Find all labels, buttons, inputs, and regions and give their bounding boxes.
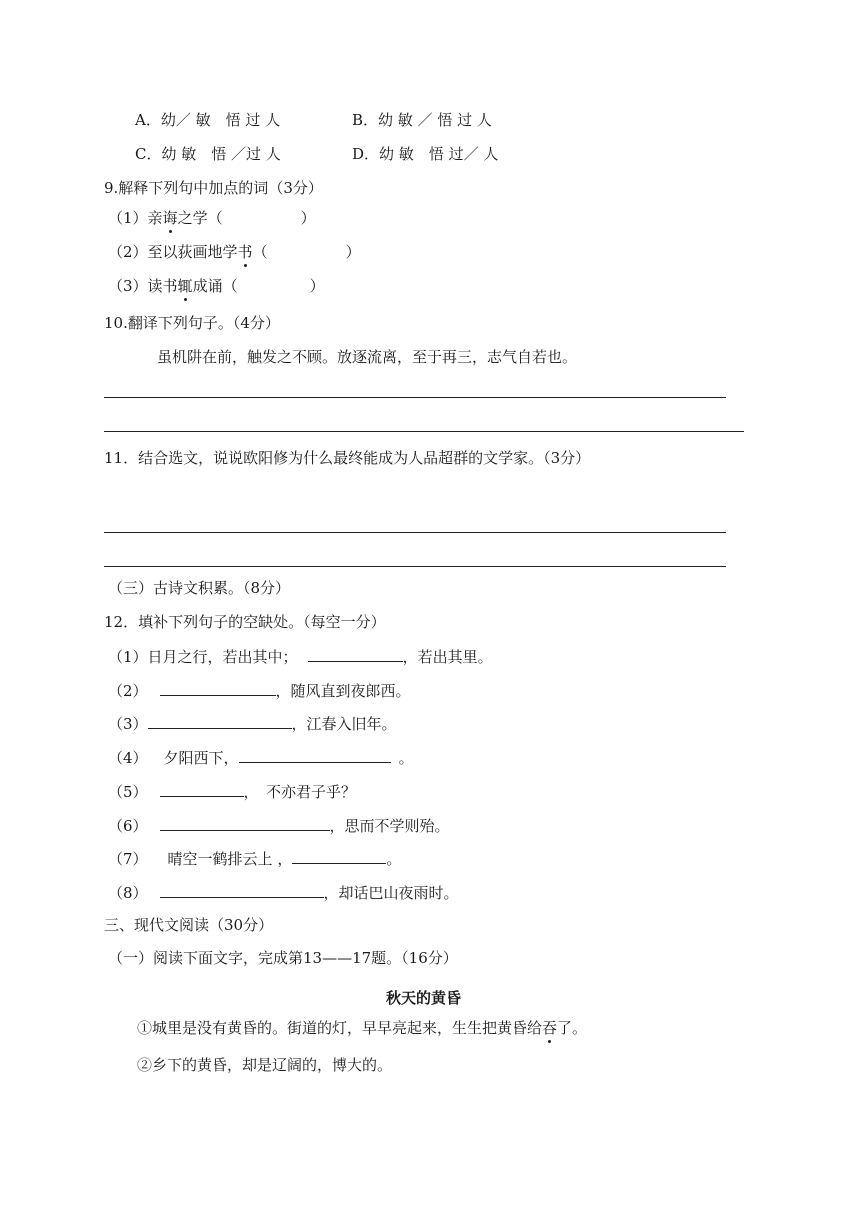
q9-item-3-close: ） xyxy=(309,277,325,295)
q9-stem: 9.解释下列句中加点的词（3分） xyxy=(104,179,323,197)
blank-line[interactable] xyxy=(239,747,391,763)
q12-item-num: （5） xyxy=(108,783,148,801)
q12-item-after: ，江春入旧年。 xyxy=(291,715,397,733)
q12-item-3 xyxy=(108,713,397,734)
blank-line[interactable] xyxy=(160,781,244,797)
q12-item-5 xyxy=(108,781,356,802)
q12-item-after: ，若出其里。 xyxy=(402,648,493,666)
q9-item-3-dotted: 辄 xyxy=(177,277,193,295)
q12-item-8 xyxy=(108,882,459,903)
q12-item-before: 日月之行，若出其中； xyxy=(147,648,298,666)
passage-paragraph-2: ②乡下的黄昏，却是辽阔的，博大的。 xyxy=(137,1056,393,1074)
q9-item-2-close: ） xyxy=(345,243,361,261)
section-heading: （三）古诗文积累。（8分） xyxy=(108,579,291,597)
option-c: C．幼 敏 悟 ／过 人 xyxy=(135,145,281,163)
q9-item-2-post: （ xyxy=(252,243,268,261)
q12-item-after: ，却话巴山夜雨时。 xyxy=(323,884,459,902)
q12-item-num: （3） xyxy=(108,715,148,733)
q9-item-2-pre: （2）至以荻画地学 xyxy=(108,243,238,261)
q12-item-6 xyxy=(108,815,450,836)
q12-item-num: （8） xyxy=(108,884,148,902)
answer-line xyxy=(104,566,726,567)
blank-line[interactable] xyxy=(160,680,276,696)
q12-item-before: 晴空一鹤排云上 ， xyxy=(167,850,293,868)
q9-item-3-pre: （3）读书 xyxy=(108,277,178,295)
option-b: B．幼 敏 ／ 悟 过 人 xyxy=(352,111,492,129)
q12-item-num: （6） xyxy=(108,817,148,835)
q9-item-1 xyxy=(108,208,316,228)
part-subheading: （一）阅读下面文字，完成第13——17题。（16分） xyxy=(108,949,458,967)
q12-stem: 12．填补下列句子的空缺处。（每空一分） xyxy=(104,613,386,631)
answer-line xyxy=(104,397,726,398)
blank-line[interactable] xyxy=(148,713,292,729)
q10-sentence: 虽机阱在前，触发之不顾。放逐流离，至于再三，志气自若也。 xyxy=(157,348,578,366)
q12-item-2 xyxy=(108,680,411,701)
q12-item-4 xyxy=(108,747,414,768)
part-heading: 三、现代文阅读（30分） xyxy=(104,916,274,934)
q9-item-1-pre: （1）亲 xyxy=(108,209,163,227)
blank-line[interactable] xyxy=(308,646,403,662)
answer-line xyxy=(104,532,726,533)
q12-item-num: （4） xyxy=(108,749,148,767)
q12-item-7 xyxy=(108,848,401,869)
passage-p1-dotted: 吞 xyxy=(542,1019,558,1037)
q9-item-2-dotted: 书 xyxy=(237,243,253,261)
q10-stem: 10.翻译下列句子。（4分） xyxy=(104,314,280,332)
passage-paragraph-1 xyxy=(137,1018,587,1038)
q9-item-1-close: ） xyxy=(300,209,316,227)
blank-line[interactable] xyxy=(160,882,324,898)
q12-item-after: 。 xyxy=(398,749,414,767)
q12-item-before: 夕阳西下， xyxy=(163,749,239,767)
blank-line[interactable] xyxy=(160,815,330,831)
q12-item-1 xyxy=(108,646,493,667)
q9-item-3-post: 成诵（ xyxy=(192,277,238,295)
q12-item-after: ，随风直到夜郎西。 xyxy=(275,682,411,700)
q12-item-num: （2） xyxy=(108,682,148,700)
passage-p1-post: 了。 xyxy=(557,1019,588,1037)
passage-p1-pre: ①城里是没有黄昏的。街道的灯，早早亮起来，生生把黄昏给 xyxy=(137,1019,543,1037)
q9-item-1-dotted: 诲 xyxy=(162,209,178,227)
q9-item-2 xyxy=(108,242,361,262)
q12-item-num: （7） xyxy=(108,850,148,868)
q12-item-num: （1） xyxy=(108,648,148,666)
passage-title: 秋天的黄昏 xyxy=(386,989,462,1007)
q9-item-1-post: 之学（ xyxy=(177,209,223,227)
q9-item-3 xyxy=(108,276,325,296)
option-a: A．幼／ 敏 悟 过 人 xyxy=(135,111,281,129)
q12-item-after: 。 xyxy=(386,850,402,868)
q12-item-after: ，思而不学则殆。 xyxy=(329,817,450,835)
option-d: D．幼 敏 悟 过／ 人 xyxy=(352,145,499,163)
q11-stem: 11．结合选文，说说欧阳修为什么最终能成为人品超群的文学家。（3分） xyxy=(104,449,591,467)
q12-item-after: ， 不亦君子乎？ xyxy=(243,783,357,801)
answer-line xyxy=(104,431,744,432)
blank-line[interactable] xyxy=(292,848,386,864)
